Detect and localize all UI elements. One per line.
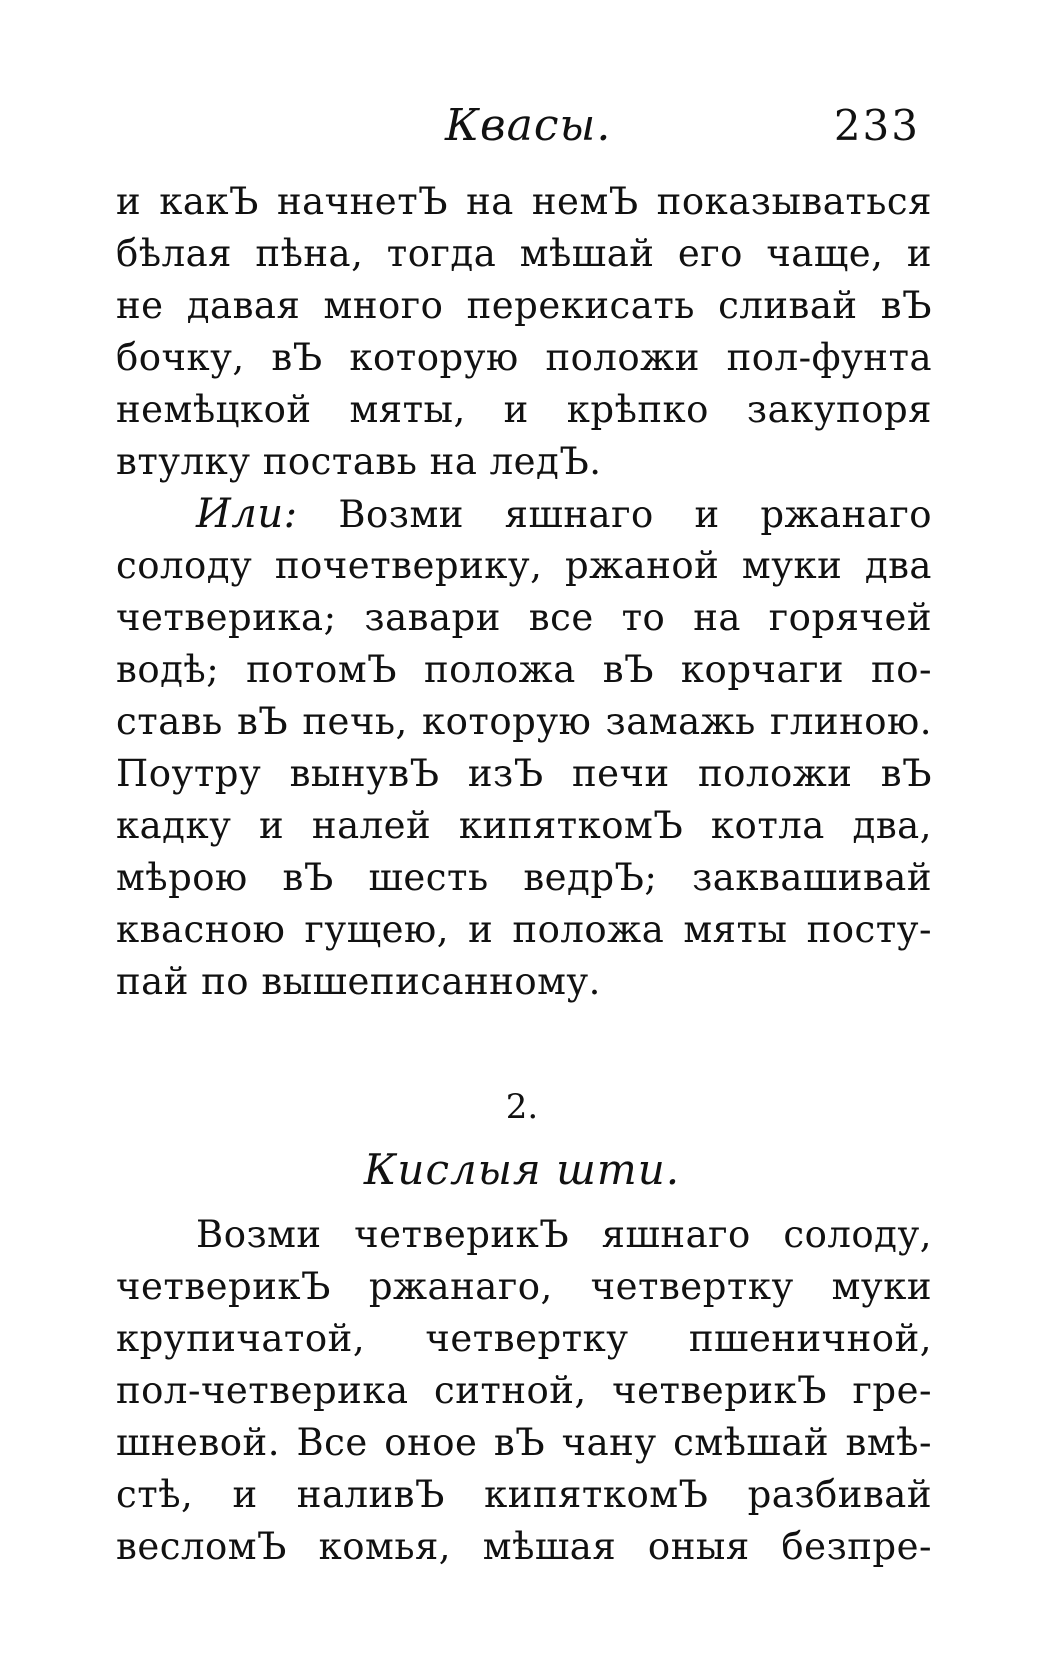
text-line-rest: Возми яшнаго и ржанаго [338,493,932,536]
section-title: Кислыя шти. [363,1145,681,1194]
text-line: бочку, вЪ которую положи пол-фунта [116,336,932,379]
text-line: ставь вЪ печь, которую замажь глиною. [116,700,932,743]
text-line: немѣцкой мяты, и крѣпко закупоря [116,388,932,431]
text-line: квасною гущею, и положа мяты посту- [116,908,932,951]
text-line: солоду почетверику, ржаной муки два [116,544,932,587]
text-line [196,489,932,539]
text-line: стѣ, и наливЪ кипяткомЪ разбивай [116,1473,932,1516]
text-line: Поутру вынувЪ изЪ печи положи вЪ [116,752,932,795]
lead-word: Или: [196,491,298,537]
text-line: не давая много перекисать сливай вЪ [116,284,932,327]
text-line: водѣ; потомЪ положа вЪ корчаги по- [116,648,932,691]
text-line: крупичатой, четвертку пшеничной, [116,1317,932,1360]
text-line: кадку и налей кипяткомЪ котла два, [116,804,932,847]
section-number: 2. [505,1087,539,1127]
running-head [110,98,920,154]
text-line: бѣлая пѣна, тогда мѣшай его чаще, и [116,232,932,275]
text-line: шневой. Все оное вЪ чану смѣшай вмѣ- [116,1421,932,1464]
text-line: четверика; завари все то на горячей [116,596,932,639]
running-title: Квасы. [445,100,612,151]
text-line: пол-четверика ситной, четверикЪ гре- [116,1369,932,1412]
text-line: пай по вышеписанному. [116,960,601,1003]
text-line: Возми четверикЪ яшнаго солоду, [196,1213,932,1256]
page-number: 233 [833,101,920,150]
text-line: втулку поставь на ледЪ. [116,440,602,483]
text-line: мѣрою вЪ шесть ведрЪ; заквашивай [116,856,932,899]
text-line: четверикЪ ржанаго, четвертку муки [116,1265,932,1308]
text-line: и какЪ начнетЪ на немЪ показываться [116,180,932,223]
text-line: весломЪ комья, мѣшая оныя безпре- [116,1525,932,1568]
